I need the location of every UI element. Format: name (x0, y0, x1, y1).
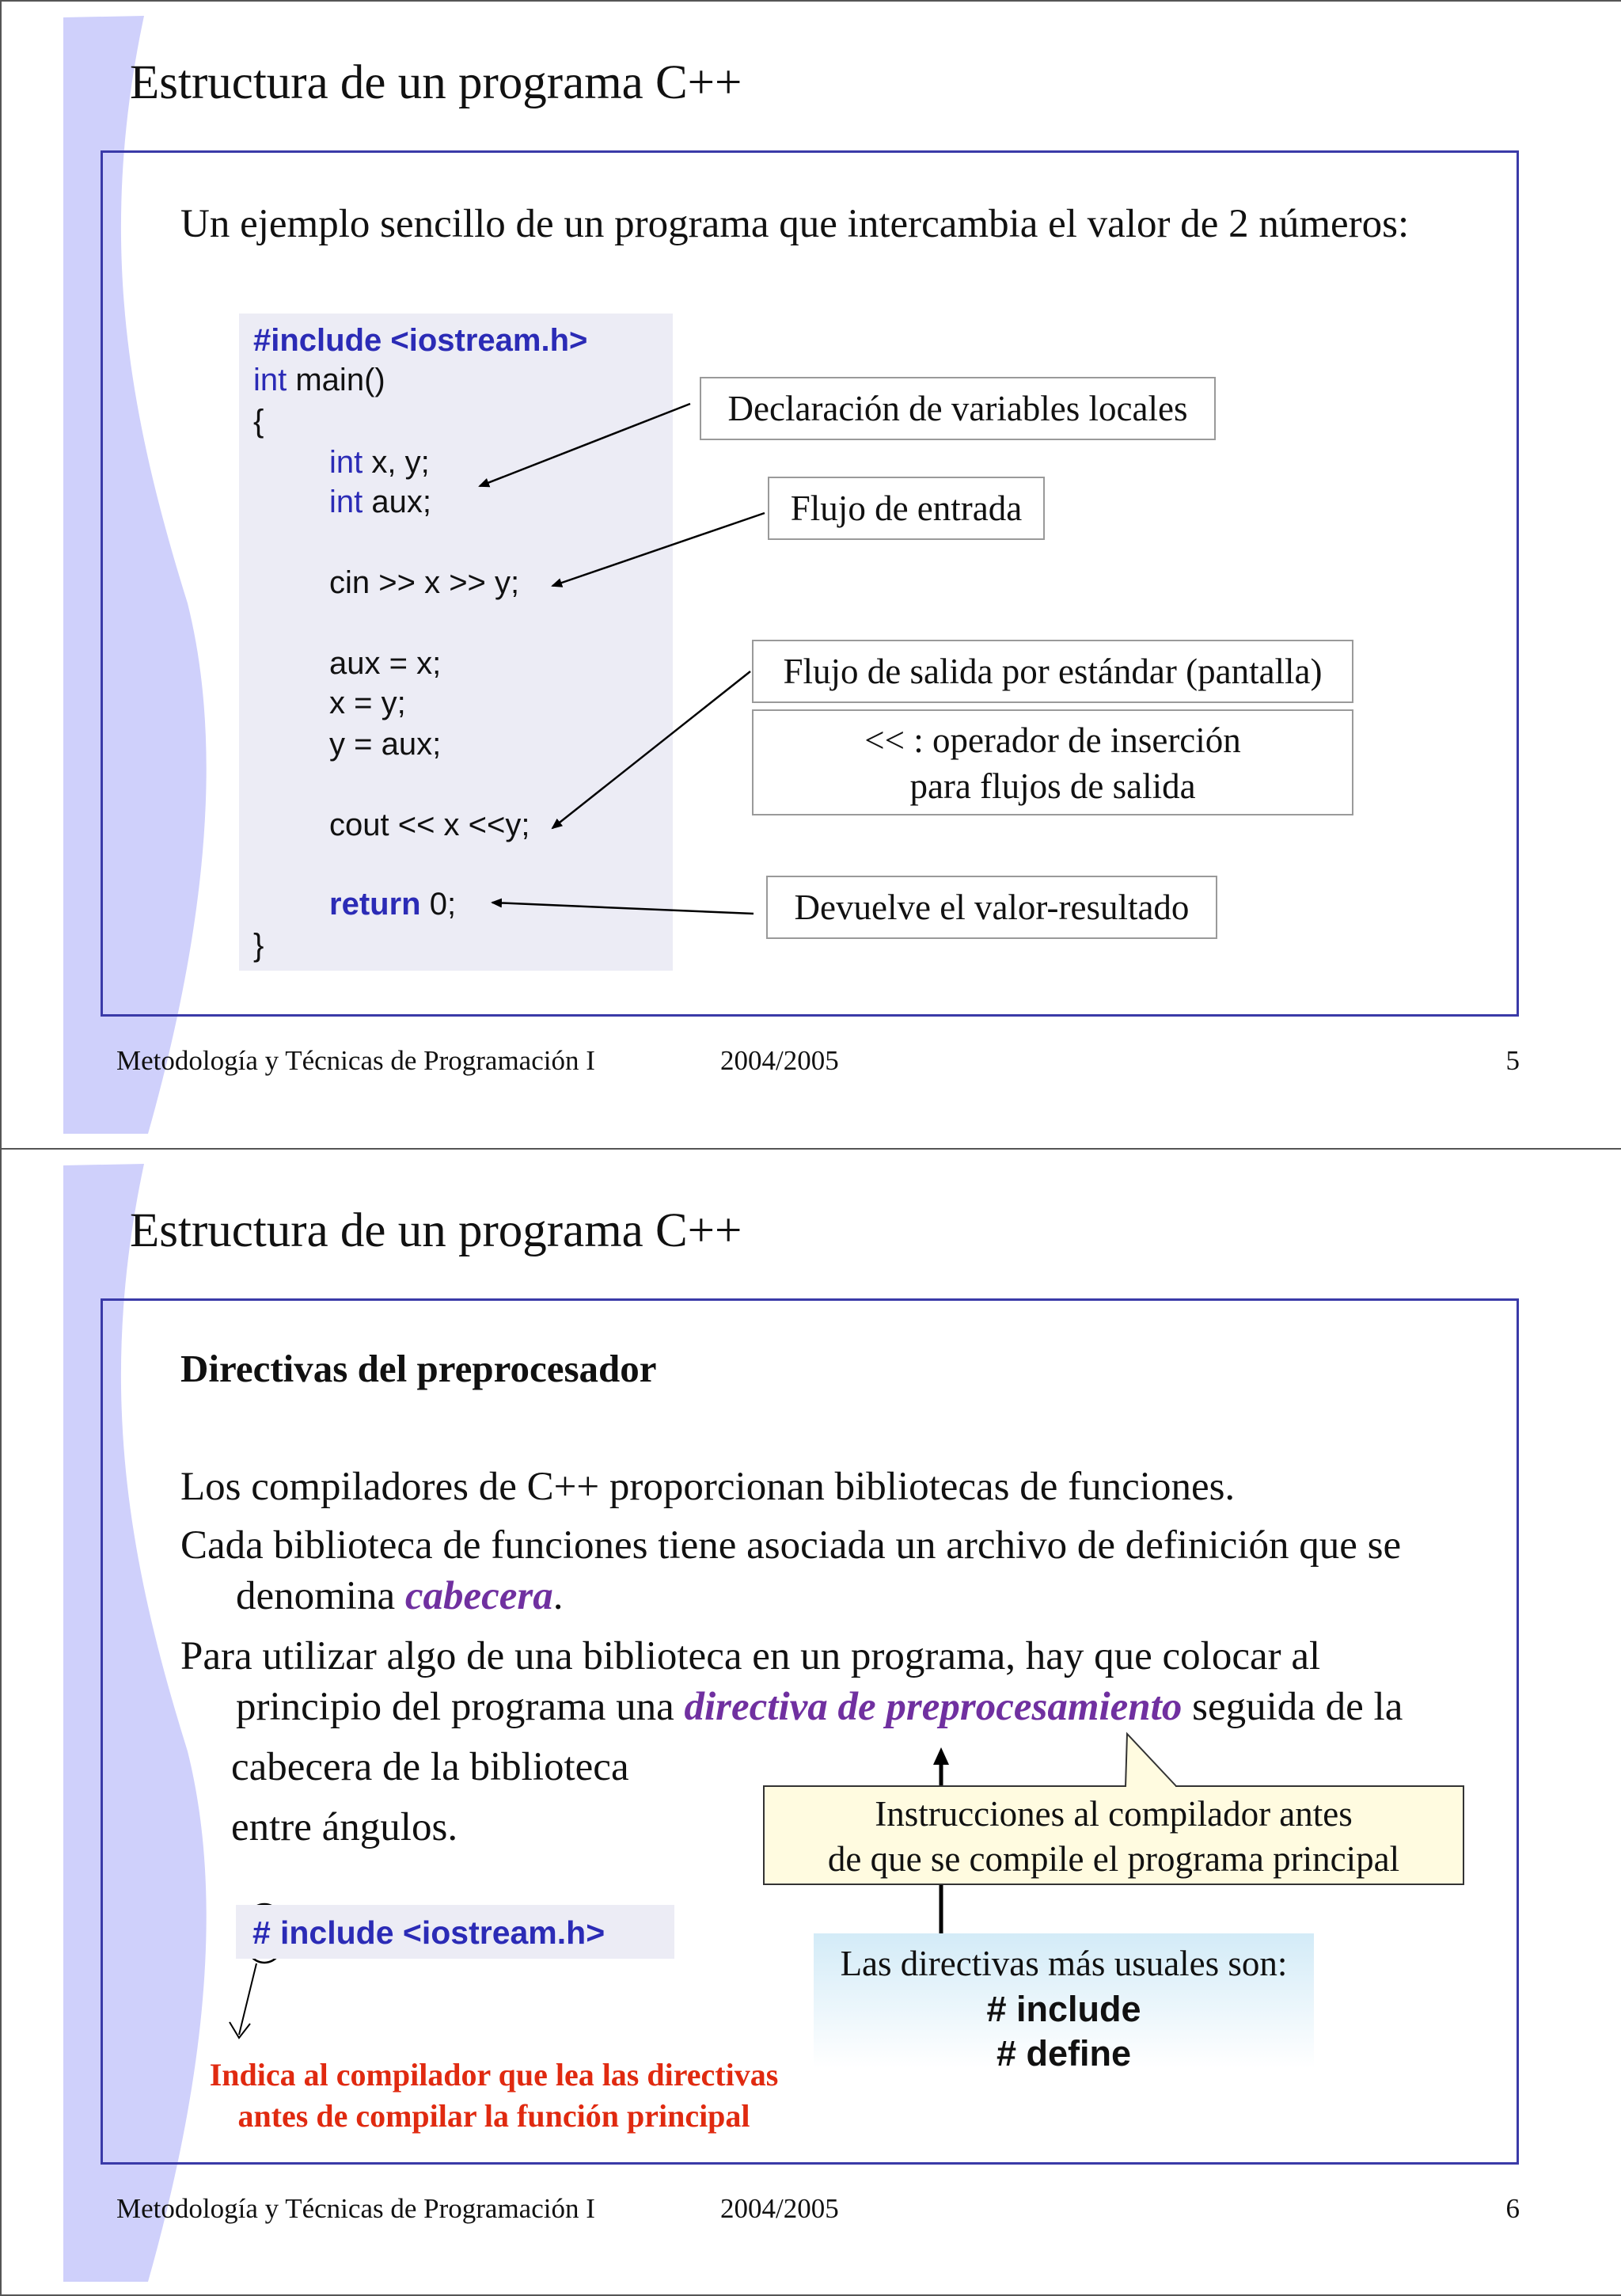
term-cabecera: cabecera (404, 1574, 553, 1618)
text: seguida de la (1182, 1685, 1403, 1729)
usual-title: Las directivas más usuales son: (840, 1944, 1288, 1983)
include-code: include <iostream.h> (280, 1914, 606, 1951)
page-number: 6 (1505, 2193, 1520, 2224)
hash-explanation (185, 2055, 803, 2137)
footer-year: 2004/2005 (720, 2193, 839, 2224)
paragraph-directive-line1: Para utilizar algo de una biblioteca en un programa, hay que colocar al (180, 1634, 1321, 1678)
footer-course: Metodología y Técnicas de Programación I (116, 1045, 595, 1076)
text: principio del programa una (236, 1685, 685, 1729)
code-keyword: return (329, 887, 421, 922)
code-text: aux; (363, 485, 431, 519)
include-hash: # (252, 1914, 271, 1951)
code-text: x, y; (363, 445, 430, 480)
intro-text: Un ejemplo sencillo de un programa que intercambia el valor de 2 números: (180, 202, 1410, 246)
section-heading: Directivas del preprocesador (180, 1347, 657, 1390)
usual-item-define: # define (996, 2033, 1132, 2074)
paragraph-directive-line3: cabecera de la biblioteca (231, 1745, 629, 1789)
footer-year: 2004/2005 (720, 1045, 839, 1076)
code-text: main() (287, 363, 385, 397)
code-close-brace: } (253, 928, 264, 963)
paragraph-directive-line4: entre ángulos. (231, 1805, 458, 1849)
code-open-brace: { (253, 404, 264, 439)
code-cin: cin >> x >> y; (329, 565, 520, 600)
text: . (552, 1574, 564, 1618)
arrow-locals (480, 404, 690, 486)
usual-item-include: # include (986, 1989, 1141, 2029)
callout-return-value: Devuelve el valor-resultado (766, 876, 1217, 939)
callout-arrows (2, 2, 1621, 1148)
footer-course: Metodología y Técnicas de Programación I (116, 2193, 595, 2224)
page-number: 5 (1505, 1045, 1520, 1076)
callout-local-variables: Declaración de variables locales (700, 377, 1216, 440)
code-keyword: int (329, 485, 363, 519)
term-directiva: directiva de preprocesamiento (684, 1685, 1183, 1729)
callout-output-stream: Flujo de salida por estándar (pantalla) (752, 640, 1353, 703)
compiler-instructions-note (763, 1785, 1464, 1885)
text: denomina (236, 1574, 405, 1618)
paragraph-compilers: Los compiladores de C++ proporcionan bibliotecas de funciones. (180, 1465, 1236, 1509)
insertion-line-2: para flujos de salida (909, 766, 1196, 806)
code-assign-x: x = y; (329, 686, 406, 720)
code-cout: cout << x <<y; (329, 808, 530, 842)
arrow-input (552, 513, 765, 586)
code-assign-aux: aux = x; (329, 646, 442, 681)
insertion-line-1: << : operador de inserción (864, 720, 1241, 760)
note-line-2: de que se compile el programa principal (827, 1839, 1400, 1879)
usual-directives-box (814, 1933, 1314, 2074)
arrow-output (552, 671, 750, 828)
code-keyword: int (329, 445, 363, 480)
note-line-1: Instrucciones al compilador antes (875, 1794, 1353, 1834)
code-keyword: int (253, 363, 287, 397)
code-include: #include <iostream.h> (253, 323, 588, 358)
callout-input-stream: Flujo de entrada (768, 477, 1045, 540)
slide-title: Estructura de un programa C++ (130, 1204, 742, 1257)
arrow-return (492, 903, 754, 914)
code-text: 0; (420, 887, 457, 922)
paragraph-header-line1: Cada biblioteca de funciones tiene asociada un archivo de definición que se (180, 1523, 1402, 1568)
arrow-hash-to-note (239, 1963, 256, 2035)
slide-title: Estructura de un programa C++ (130, 56, 742, 109)
code-assign-y: y = aux; (329, 727, 442, 762)
red-line-1: Indica al compilador que lea las directivas (209, 2057, 779, 2093)
red-line-2: antes de compilar la función principal (237, 2098, 750, 2134)
slide-6 (0, 1148, 1621, 2296)
